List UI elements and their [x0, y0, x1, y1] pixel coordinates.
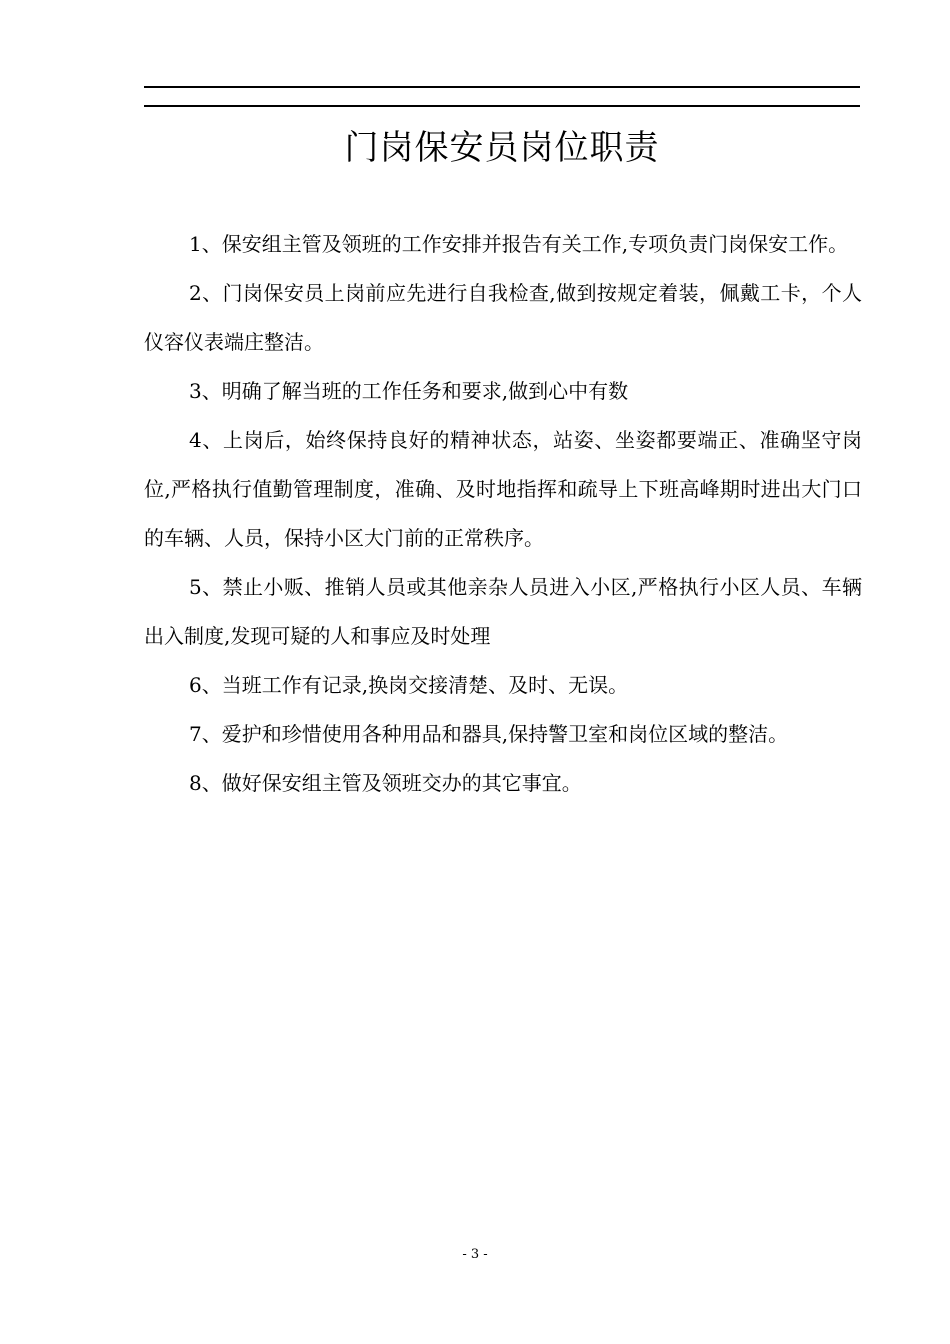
page-number: - 3 - [462, 1247, 488, 1262]
duty-item-3: 3、明确了解当班的工作任务和要求,做到心中有数 [189, 379, 629, 403]
header-rule-bottom [144, 105, 860, 107]
duty-item-7: 7、爱护和珍惜使用各种用品和器具,保持警卫室和岗位区域的整洁。 [189, 722, 789, 746]
duty-item-5: 5、禁止小贩、推销人员或其他亲杂人员进入小区,严格执行小区人员、车辆出入制度,发现可疑的人和事应及时处理 [144, 575, 862, 648]
header-rule-top [144, 86, 860, 88]
document-body [144, 220, 862, 808]
duty-item-6: 6、当班工作有记录,换岗交接清楚、及时、无误。 [189, 673, 629, 697]
duty-item-2: 2、门岗保安员上岗前应先进行自我检查,做到按规定着装，佩戴工卡，个人仪容仪表端庄整洁。 [144, 281, 862, 354]
duty-item-1: 1、保安组主管及领班的工作安排并报告有关工作,专项负责门岗保安工作。 [189, 232, 849, 256]
duty-item-4: 4、上岗后，始终保持良好的精神状态，站姿、坐姿都要端正、准确坚守岗位,严格执行值勤管理制度，准确、及时地指挥和疏导上下班高峰期时进出大门口的车辆、人员，保持小区大门前的正常秩序。 [144, 428, 862, 550]
duty-item-8: 8、做好保安组主管及领班交办的其它事宜。 [189, 771, 582, 795]
document-title: 门岗保安员岗位职责 [344, 128, 660, 168]
